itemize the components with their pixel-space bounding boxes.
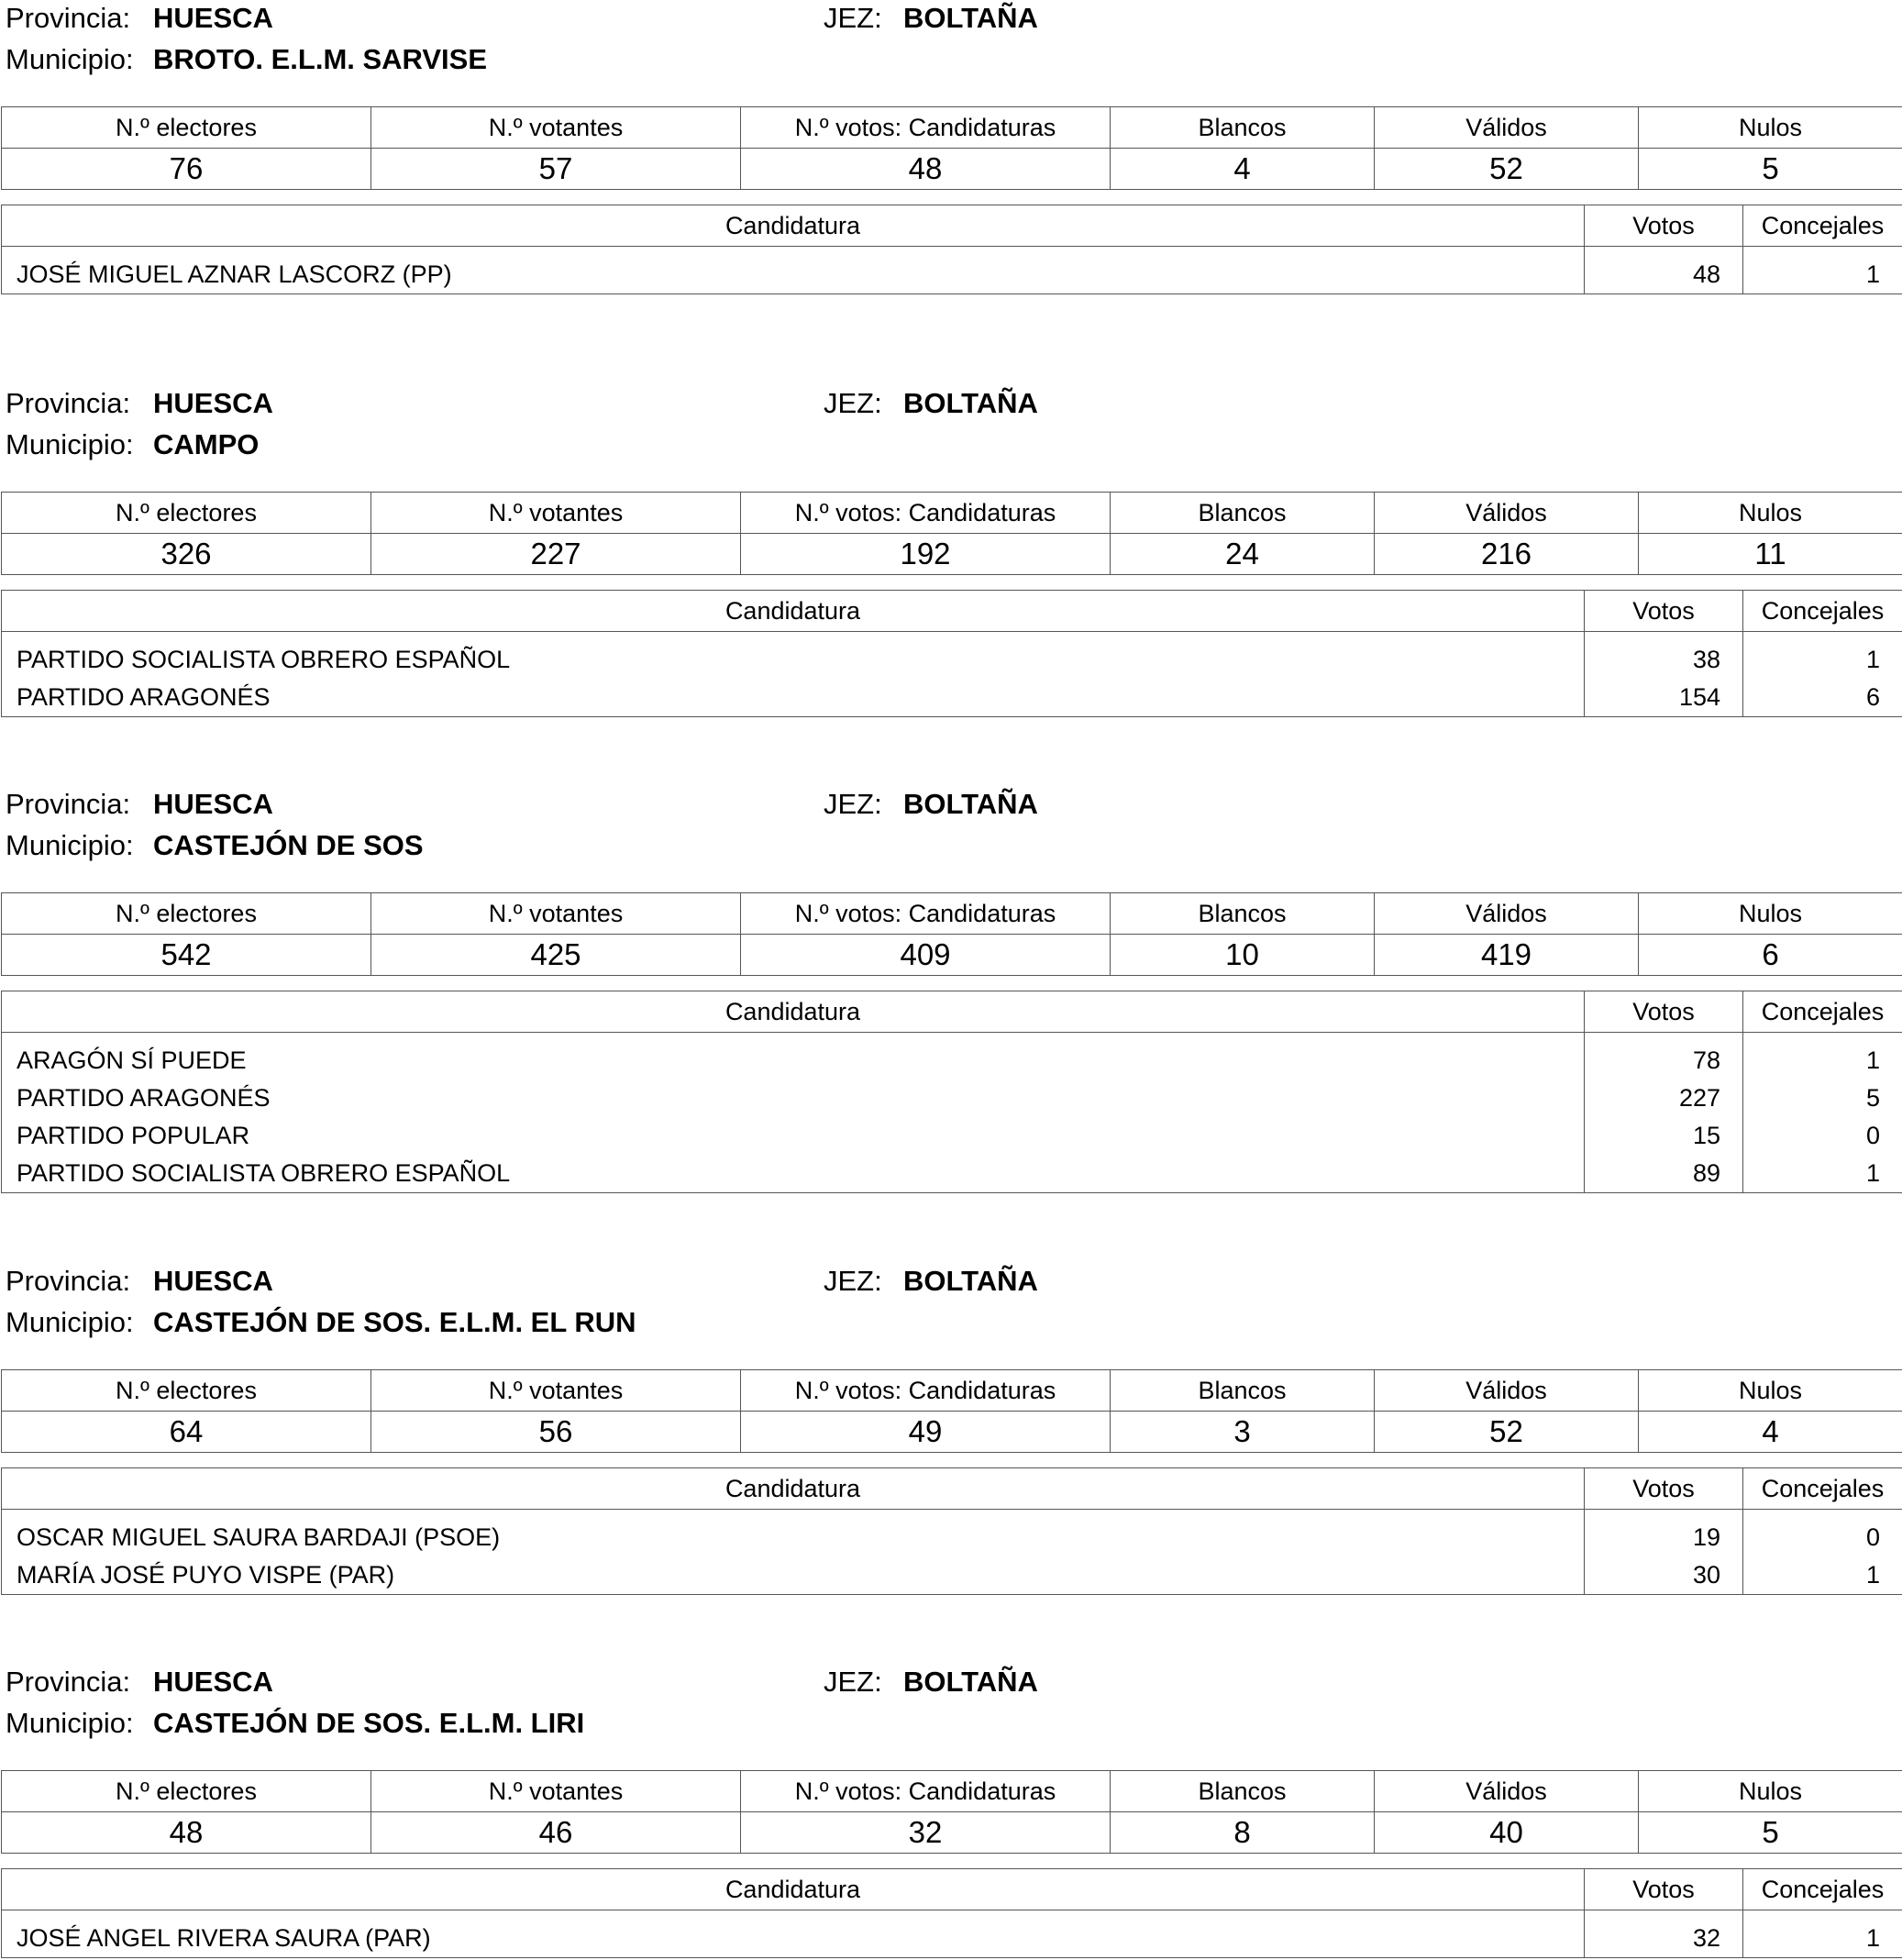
candidatura-row — [2, 679, 1902, 717]
candidaturas-table — [1, 991, 1902, 1193]
candidatura-votos: 19 — [1585, 1510, 1743, 1557]
provincia-label: Provincia: — [6, 2, 131, 34]
stats-value-cell: 5 — [1639, 1812, 1902, 1854]
stats-value-cell: 6 — [1639, 935, 1902, 976]
provincia-value: HUESCA — [153, 1666, 273, 1698]
stats-header-cell: Nulos — [1639, 1370, 1902, 1412]
candidaturas-header-cell: Concejales — [1743, 991, 1902, 1033]
candidaturas-header-cell: Votos — [1585, 1468, 1743, 1510]
candidatura-concejales: 0 — [1743, 1510, 1902, 1557]
provincia-label: Provincia: — [6, 387, 131, 419]
candidatura-concejales: 6 — [1743, 679, 1902, 717]
municipio-value: CASTEJÓN DE SOS. E.L.M. LIRI — [153, 1707, 585, 1739]
candidatura-concejales: 1 — [1743, 247, 1902, 294]
candidatura-name: PARTIDO POPULAR — [2, 1117, 1585, 1155]
municipio-label: Municipio: — [6, 1306, 134, 1338]
candidatura-concejales: 1 — [1743, 632, 1902, 680]
provincia-value: HUESCA — [153, 788, 273, 820]
stats-value-cell: 419 — [1375, 935, 1639, 976]
stats-header-cell: Nulos — [1639, 107, 1902, 149]
stats-value-cell: 4 — [1639, 1412, 1902, 1453]
jez-label: JEZ: — [824, 1666, 882, 1698]
jez-value: BOLTAÑA — [903, 2, 1038, 34]
stats-value-cell: 10 — [1111, 935, 1375, 976]
stats-header-cell: Blancos — [1111, 893, 1375, 935]
candidatura-votos: 154 — [1585, 679, 1743, 717]
candidaturas-header-row — [2, 591, 1902, 632]
stats-header-cell: Válidos — [1375, 1771, 1639, 1812]
candidaturas-header-cell: Candidatura — [2, 1869, 1585, 1910]
jez-value: BOLTAÑA — [903, 1666, 1038, 1698]
provincia-label: Provincia: — [6, 1666, 131, 1698]
candidaturas-header-cell: Concejales — [1743, 205, 1902, 247]
candidatura-row — [2, 1080, 1902, 1117]
candidatura-name: JOSÉ MIGUEL AZNAR LASCORZ (PP) — [2, 247, 1585, 294]
stats-header-cell: N.º electores — [2, 107, 371, 149]
candidatura-votos: 227 — [1585, 1080, 1743, 1117]
candidaturas-header-cell: Concejales — [1743, 591, 1902, 632]
provincia-label: Provincia: — [6, 1265, 131, 1297]
municipio-label: Municipio: — [6, 829, 134, 861]
candidaturas-header-row — [2, 991, 1902, 1033]
stats-header-cell: Válidos — [1375, 493, 1639, 534]
municipio-value: CASTEJÓN DE SOS — [153, 829, 424, 861]
municipio-value: CAMPO — [153, 428, 260, 460]
stats-values-row — [2, 149, 1902, 190]
stats-header-cell: N.º electores — [2, 1771, 371, 1812]
candidatura-row — [2, 1556, 1902, 1595]
candidatura-votos: 89 — [1585, 1155, 1743, 1193]
stats-value-cell: 216 — [1375, 534, 1639, 575]
candidaturas-header-row — [2, 205, 1902, 247]
candidatura-votos: 78 — [1585, 1033, 1743, 1080]
stats-value-cell: 64 — [2, 1412, 371, 1453]
candidatura-name: PARTIDO ARAGONÉS — [2, 679, 1585, 717]
stats-table — [1, 1369, 1902, 1453]
provincia-value: HUESCA — [153, 387, 273, 419]
candidaturas-header-cell: Votos — [1585, 591, 1743, 632]
candidaturas-table — [1, 1868, 1902, 1958]
stats-value-cell: 4 — [1111, 149, 1375, 190]
stats-value-cell: 49 — [741, 1412, 1111, 1453]
stats-header-cell: Blancos — [1111, 107, 1375, 149]
jez-value: BOLTAÑA — [903, 1265, 1038, 1297]
candidatura-row — [2, 1155, 1902, 1193]
candidaturas-header-cell: Candidatura — [2, 591, 1585, 632]
stats-header-cell: N.º votantes — [371, 1370, 741, 1412]
stats-table — [1, 106, 1902, 190]
stats-header-cell: N.º votantes — [371, 493, 741, 534]
candidatura-votos: 48 — [1585, 247, 1743, 294]
stats-header-row — [2, 1370, 1902, 1412]
stats-table — [1, 892, 1902, 976]
stats-value-cell: 46 — [371, 1812, 741, 1854]
stats-header-cell: N.º electores — [2, 1370, 371, 1412]
stats-header-row — [2, 493, 1902, 534]
stats-value-cell: 11 — [1639, 534, 1902, 575]
candidatura-votos: 30 — [1585, 1556, 1743, 1595]
stats-value-cell: 56 — [371, 1412, 741, 1453]
candidaturas-header-cell: Votos — [1585, 991, 1743, 1033]
stats-header-cell: N.º votos: Candidaturas — [741, 893, 1111, 935]
stats-header-cell: Válidos — [1375, 893, 1639, 935]
stats-header-cell: N.º votos: Candidaturas — [741, 1771, 1111, 1812]
stats-header-cell: Nulos — [1639, 1771, 1902, 1812]
stats-value-cell: 8 — [1111, 1812, 1375, 1854]
stats-header-row — [2, 893, 1902, 935]
stats-values-row — [2, 534, 1902, 575]
jez-label: JEZ: — [824, 788, 882, 820]
candidaturas-header-cell: Concejales — [1743, 1468, 1902, 1510]
stats-header-cell: Válidos — [1375, 107, 1639, 149]
stats-value-cell: 409 — [741, 935, 1111, 976]
stats-value-cell: 326 — [2, 534, 371, 575]
stats-header-cell: N.º votantes — [371, 1771, 741, 1812]
stats-value-cell: 542 — [2, 935, 371, 976]
stats-value-cell: 3 — [1111, 1412, 1375, 1453]
candidatura-concejales: 5 — [1743, 1080, 1902, 1117]
stats-header-cell: Blancos — [1111, 1771, 1375, 1812]
candidaturas-header-cell: Candidatura — [2, 991, 1585, 1033]
candidaturas-header-cell: Votos — [1585, 1869, 1743, 1910]
candidatura-name: PARTIDO SOCIALISTA OBRERO ESPAÑOL — [2, 632, 1585, 680]
stats-header-cell: Nulos — [1639, 493, 1902, 534]
candidatura-votos: 32 — [1585, 1910, 1743, 1958]
jez-label: JEZ: — [824, 1265, 882, 1297]
stats-value-cell: 48 — [741, 149, 1111, 190]
candidaturas-header-cell: Concejales — [1743, 1869, 1902, 1910]
stats-value-cell: 48 — [2, 1812, 371, 1854]
stats-header-cell: Nulos — [1639, 893, 1902, 935]
stats-value-cell: 24 — [1111, 534, 1375, 575]
stats-header-cell: N.º electores — [2, 893, 371, 935]
candidatura-concejales: 1 — [1743, 1910, 1902, 1958]
candidaturas-header-cell: Candidatura — [2, 205, 1585, 247]
municipio-label: Municipio: — [6, 1707, 134, 1739]
stats-value-cell: 52 — [1375, 149, 1639, 190]
provincia-label: Provincia: — [6, 788, 131, 820]
candidatura-votos: 38 — [1585, 632, 1743, 680]
jez-value: BOLTAÑA — [903, 788, 1038, 820]
stats-values-row — [2, 935, 1902, 976]
candidatura-concejales: 1 — [1743, 1556, 1902, 1595]
stats-header-cell: Válidos — [1375, 1370, 1639, 1412]
stats-value-cell: 40 — [1375, 1812, 1639, 1854]
stats-header-cell: N.º votos: Candidaturas — [741, 493, 1111, 534]
stats-value-cell: 57 — [371, 149, 741, 190]
stats-value-cell: 32 — [741, 1812, 1111, 1854]
candidatura-concejales: 1 — [1743, 1033, 1902, 1080]
candidaturas-header-row — [2, 1869, 1902, 1910]
candidatura-row — [2, 632, 1902, 680]
stats-values-row — [2, 1812, 1902, 1854]
candidatura-row — [2, 247, 1902, 294]
candidatura-row — [2, 1033, 1902, 1080]
stats-header-row — [2, 1771, 1902, 1812]
stats-table — [1, 1770, 1902, 1854]
municipio-value: CASTEJÓN DE SOS. E.L.M. EL RUN — [153, 1306, 636, 1338]
stats-header-cell: N.º votos: Candidaturas — [741, 1370, 1111, 1412]
candidatura-name: PARTIDO SOCIALISTA OBRERO ESPAÑOL — [2, 1155, 1585, 1193]
candidatura-name: MARÍA JOSÉ PUYO VISPE (PAR) — [2, 1556, 1585, 1595]
stats-header-cell: Blancos — [1111, 1370, 1375, 1412]
stats-value-cell: 192 — [741, 534, 1111, 575]
candidaturas-table — [1, 1467, 1902, 1595]
stats-value-cell: 52 — [1375, 1412, 1639, 1453]
candidatura-name: PARTIDO ARAGONÉS — [2, 1080, 1585, 1117]
stats-values-row — [2, 1412, 1902, 1453]
jez-label: JEZ: — [824, 387, 882, 419]
stats-value-cell: 5 — [1639, 149, 1902, 190]
candidaturas-table — [1, 590, 1902, 717]
candidaturas-table — [1, 205, 1902, 294]
candidatura-name: JOSÉ ANGEL RIVERA SAURA (PAR) — [2, 1910, 1585, 1958]
provincia-value: HUESCA — [153, 2, 273, 34]
stats-header-cell: N.º electores — [2, 493, 371, 534]
candidaturas-header-cell: Candidatura — [2, 1468, 1585, 1510]
municipio-label: Municipio: — [6, 43, 134, 75]
stats-header-cell: Blancos — [1111, 493, 1375, 534]
municipio-label: Municipio: — [6, 428, 134, 460]
stats-header-row — [2, 107, 1902, 149]
stats-header-cell: N.º votantes — [371, 893, 741, 935]
stats-value-cell: 76 — [2, 149, 371, 190]
candidatura-concejales: 1 — [1743, 1155, 1902, 1193]
candidaturas-header-cell: Votos — [1585, 205, 1743, 247]
candidatura-name: OSCAR MIGUEL SAURA BARDAJI (PSOE) — [2, 1510, 1585, 1557]
candidatura-row — [2, 1117, 1902, 1155]
stats-header-cell: N.º votantes — [371, 107, 741, 149]
candidatura-row — [2, 1910, 1902, 1958]
municipio-value: BROTO. E.L.M. SARVISE — [153, 43, 488, 75]
candidatura-row — [2, 1510, 1902, 1557]
stats-value-cell: 227 — [371, 534, 741, 575]
candidaturas-header-row — [2, 1468, 1902, 1510]
candidatura-votos: 15 — [1585, 1117, 1743, 1155]
stats-header-cell: N.º votos: Candidaturas — [741, 107, 1111, 149]
jez-value: BOLTAÑA — [903, 387, 1038, 419]
jez-label: JEZ: — [824, 2, 882, 34]
stats-table — [1, 492, 1902, 575]
provincia-value: HUESCA — [153, 1265, 273, 1297]
candidatura-name: ARAGÓN SÍ PUEDE — [2, 1033, 1585, 1080]
stats-value-cell: 425 — [371, 935, 741, 976]
candidatura-concejales: 0 — [1743, 1117, 1902, 1155]
